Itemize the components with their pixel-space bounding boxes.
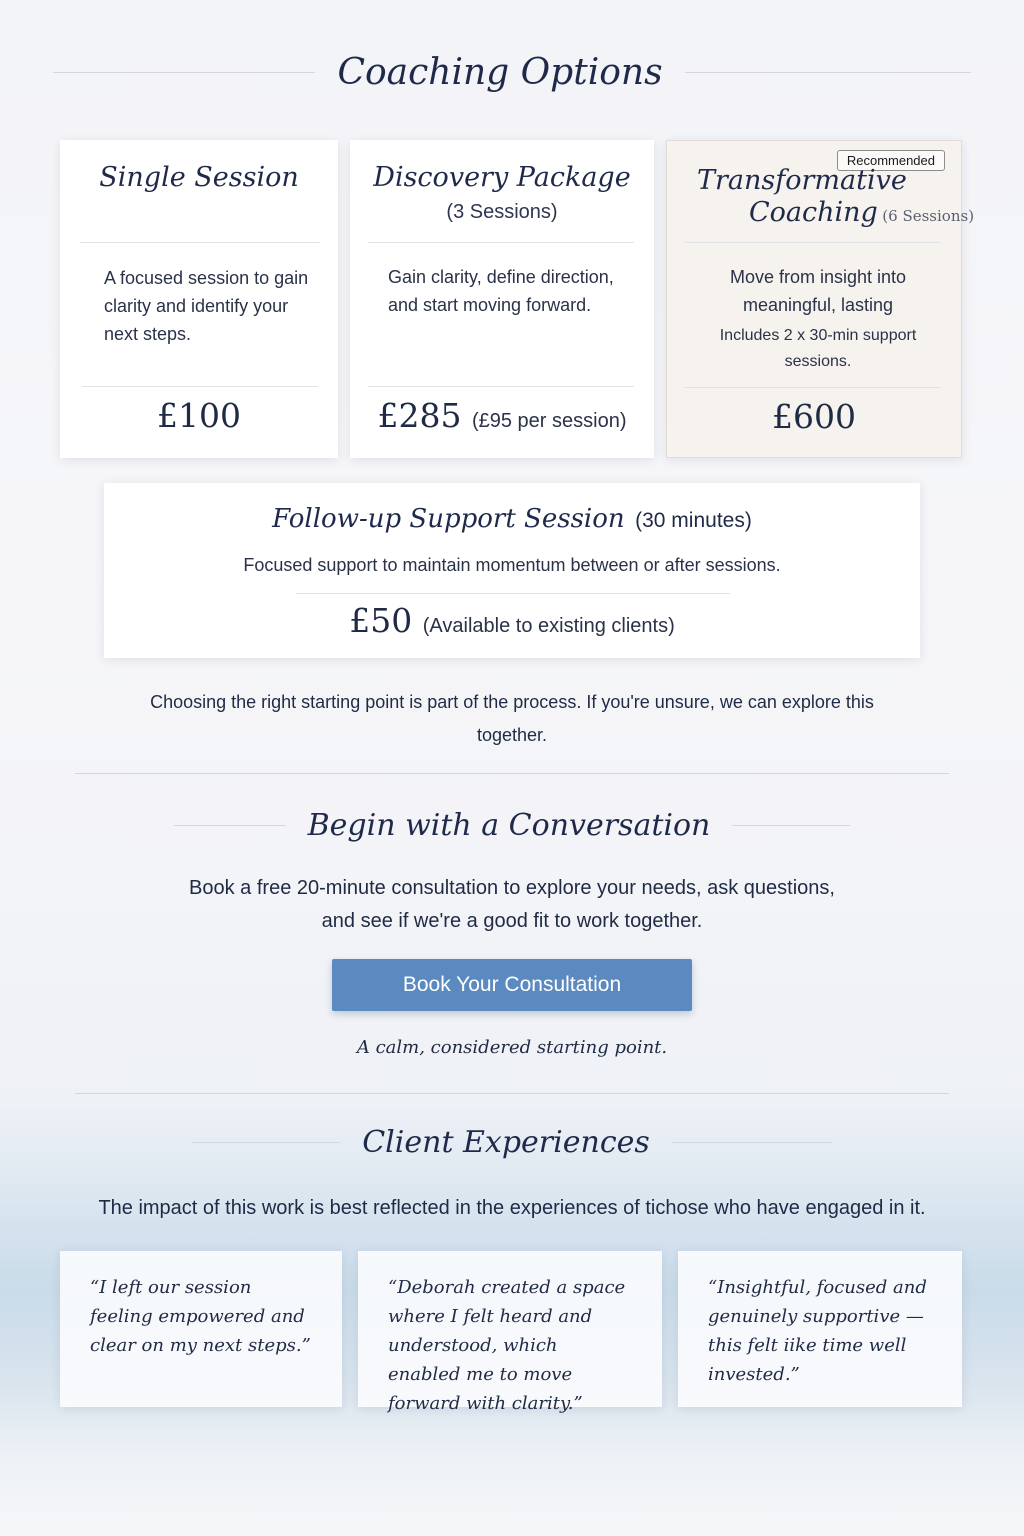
followup-title-row [104, 503, 920, 535]
followup-title: Follow-up Support Session [272, 504, 625, 534]
followup-price-row [104, 601, 920, 640]
package-description: Gain clarity, define direction, and start moving forward. [388, 267, 614, 315]
package-title-line2-row [749, 197, 974, 229]
followup-duration: (30 minutes) [635, 509, 752, 532]
package-subtitle: (6 Sessions) [882, 207, 975, 225]
testimonial-card: “Insightful, focused and genuinely supportive — this felt iike time well invested.” [678, 1251, 962, 1407]
package-subtitle: (3 Sessions) [446, 201, 558, 223]
card-divider [82, 386, 318, 387]
package-price-note: (£95 per session) [471, 410, 627, 432]
heading-rule-left [53, 72, 315, 73]
card-divider [368, 386, 634, 387]
card-divider [685, 387, 941, 388]
package-price: £600 [772, 397, 856, 436]
followup-divider [296, 593, 730, 594]
package-title: Single Session [99, 162, 299, 193]
recommended-badge: Recommended [837, 150, 945, 171]
heading-rule-right [672, 1142, 832, 1143]
package-title-line1: Transformative [697, 165, 907, 196]
heading-rule-right [685, 72, 971, 73]
package-extra: Includes 2 x 30-min support sessions. [719, 327, 917, 370]
experiences-intro: The impact of this work is best reflected in the experiences of tichose who have engaged in it. [98, 1197, 926, 1219]
coaching-options-heading-row [0, 52, 1024, 93]
heading-rule-right [732, 825, 850, 826]
package-price: £100 [157, 396, 241, 435]
card-divider [80, 242, 320, 243]
experiences-heading: Client Experiences [362, 1125, 650, 1160]
package-price-row [350, 396, 654, 435]
followup-description: Focused support to maintain momentum between or after sessions. [243, 555, 781, 575]
heading-rule-left [174, 825, 286, 826]
section-divider [75, 773, 949, 774]
testimonial-card: “Deborah created a space where I felt heard and understood, which enabled me to move forward with clarity.” [358, 1251, 662, 1407]
package-card-transformative[interactable] [666, 140, 975, 458]
book-consultation-button[interactable]: Book Your Consultation [332, 959, 692, 1011]
testimonial-card: “I left our session feeling empowered and clear on my next steps.” [60, 1251, 342, 1407]
card-divider [685, 242, 941, 243]
experiences-heading-row [0, 1125, 1024, 1160]
consultation-tagline: A calm, considered starting point. [356, 1037, 668, 1058]
package-title: Discovery Package [373, 162, 631, 193]
package-card-single-session[interactable] [60, 140, 338, 458]
card-divider [368, 242, 634, 243]
options-note: Choosing the right starting point is part of the process. If you're unsure, we can explore this together. [150, 692, 874, 745]
followup-card[interactable] [104, 483, 920, 658]
consultation-heading-row [0, 808, 1024, 843]
package-title-line2: Coaching [749, 197, 878, 228]
followup-price-note: (Available to existing clients) [422, 615, 675, 637]
section-divider [75, 1093, 949, 1094]
consultation-heading: Begin with a Conversation [307, 808, 711, 843]
package-price: £285 [377, 396, 462, 435]
package-description: A focused session to gain clarity and identify your next steps. [104, 268, 309, 344]
followup-price: £50 [349, 601, 413, 640]
consultation-text: Book a free 20-minute consultation to explore your needs, ask questions, and see if we're a good fit to work together. [189, 877, 835, 932]
package-description: Move from insight into meaningful, lasting [729, 267, 907, 315]
coaching-options-heading: Coaching Options [337, 52, 663, 93]
heading-rule-left [192, 1142, 340, 1143]
package-card-discovery[interactable] [350, 140, 654, 458]
